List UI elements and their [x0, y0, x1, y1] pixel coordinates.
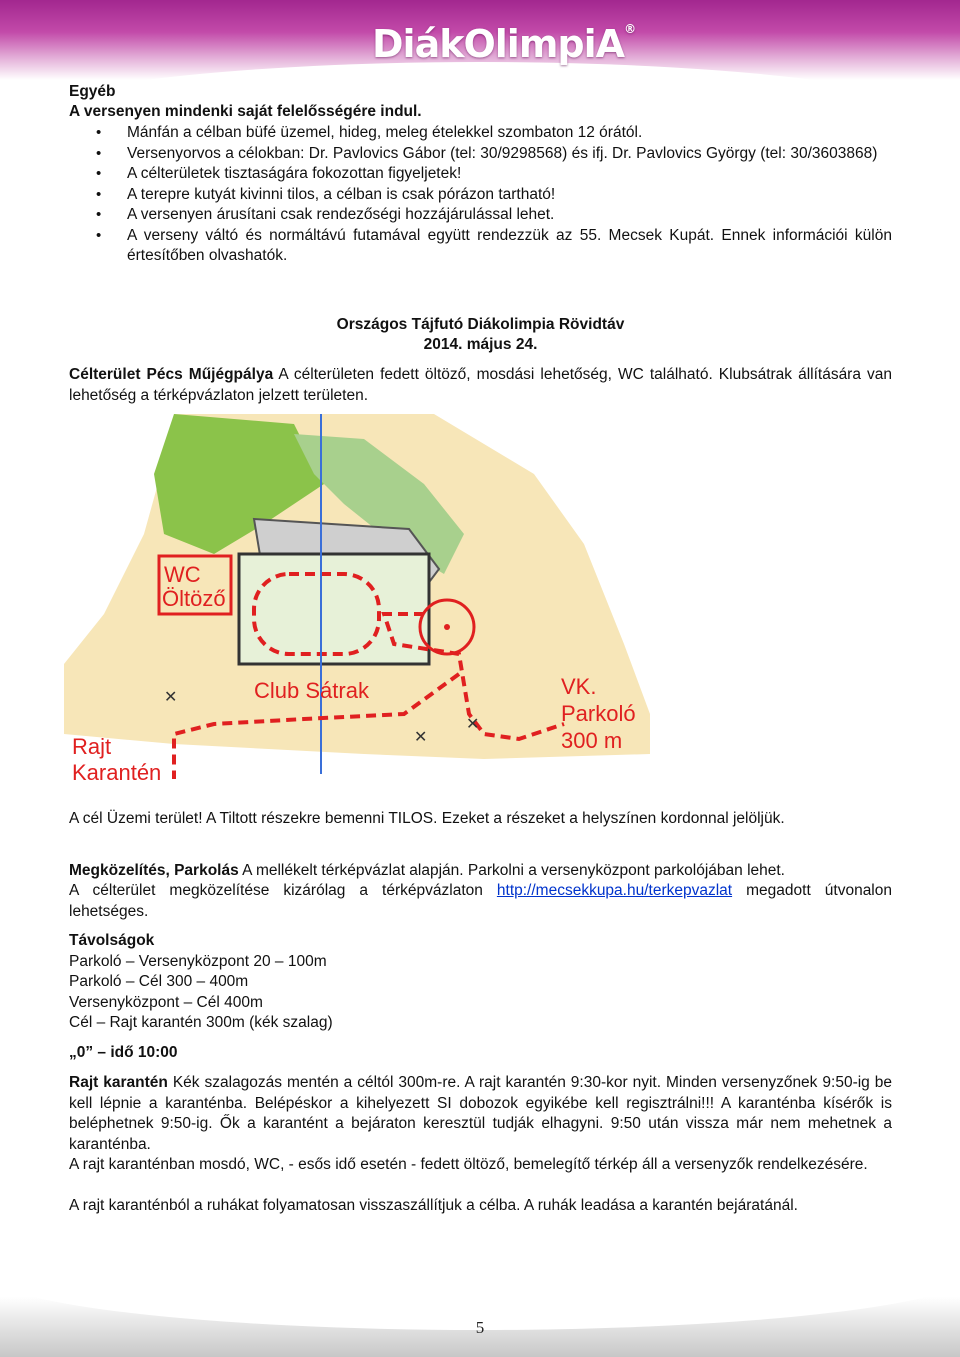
bullet-item-mecsek-kupa: • A verseny váltó és normáltávú futamával együtt rendezzük az 55. Mecsek Kupát. Ennek információi külön értesítőben olvashatók. — [69, 226, 892, 267]
celterulet-paragraph — [69, 365, 892, 406]
forbidden-marker: ✕ — [414, 727, 428, 746]
map-club-label: Club Sátrak — [254, 678, 369, 703]
cel-note: A cél Üzemi terület! A Tiltott részekre bemenni TILOS. Ezeket a részeket a helyszínen kordonnal jelöljük. — [69, 810, 785, 827]
route-text-end: megadott útvonalon lehetséges. — [69, 882, 892, 920]
forbidden-marker: ✕ — [466, 714, 480, 733]
map-parkolo-label: Parkoló — [561, 701, 636, 726]
ice-rink-area — [239, 554, 429, 664]
event-title: Országos Tájfutó Diákolimpia Rövidtáv — [336, 316, 625, 333]
rajt-paragraph-1 — [69, 1073, 892, 1155]
megkozelites-text: A mellékelt térképvázlat alapján. Parkolni a versenyközpont parkolójában lehet. — [238, 862, 785, 879]
celterulet-text: A célterületen fedett öltöző, mosdási lehetőség, WC található. Klubsátrak állítására van lehetőség a térképvázlaton jelzett területen. — [69, 366, 893, 404]
distance-line: Cél – Rajt karantén 300m (kék szalag) — [69, 1014, 333, 1031]
forbidden-marker: ✕ — [164, 687, 178, 706]
bullet-item-bufe: • Mánfán a célban büfé üzemel, hideg, meleg ételekkel szombaton 12 órától. — [69, 123, 892, 144]
egyeb-heading: Egyéb — [69, 83, 116, 100]
rajt-paragraph-2: A rajt karanténban mosdó, WC, - esős idő esetén - fedett öltöző, bemelegítő térkép áll a versenyzők rendelkezésére. — [69, 1156, 868, 1173]
bullet-item-orvos: • Versenyorvos a célokban: Dr. Pavlovics Gábor (tel: 30/9298568) és ifj. Dr. Pavlovics György (tel: 30/3603868) — [69, 144, 892, 165]
map-karanten-label: Karantén — [72, 760, 162, 785]
bullet-item-kutya: • A terepre kutyát kivinni tilos, a célban is csak pórázon tartható! — [69, 185, 892, 206]
map-wc-label: WC — [164, 562, 201, 587]
megkozelites-route-paragraph — [69, 881, 892, 922]
egyeb-bullet-list — [69, 123, 892, 267]
target-area-map — [64, 414, 650, 794]
distance-line: Parkoló – Cél 300 – 400m — [69, 973, 249, 990]
bullet-item-tisztasag: • A célterületek tisztaságára fokozottan figyeljetek! — [69, 164, 892, 185]
celterulet-label: Célterület Pécs Műjégpálya — [69, 366, 274, 383]
map-link[interactable]: http://mecsekkupa.hu/terkepvazlat — [496, 882, 733, 899]
map-rajt-label: Rajt — [72, 734, 112, 759]
rajt-label: Rajt karantén — [69, 1074, 168, 1091]
map-vk-label: VK. — [561, 674, 597, 699]
rajt-paragraph-3: A rajt karanténból a ruhákat folyamatosan visszaszállítjuk a célba. A ruhák leadása a karantén bejáratánál. — [69, 1197, 798, 1214]
page-number: 5 — [475, 1318, 485, 1337]
route-text: A célterület megközelítése kizárólag a térképvázlaton — [69, 882, 497, 899]
distance-line: Parkoló – Versenyközpont 20 – 100m — [69, 953, 327, 970]
tavolsagok-heading: Távolságok — [69, 932, 155, 949]
map-parkolo-distance: 300 m — [561, 728, 623, 753]
distance-line: Versenyközpont – Cél 400m — [69, 994, 263, 1011]
diakolimpia-logo: DiákOlimpiA® — [372, 22, 636, 66]
finish-point — [444, 624, 450, 630]
event-date: 2014. május 24. — [423, 336, 538, 353]
map-oltozo-label: Öltöző — [162, 586, 226, 611]
rajt-text: Kék szalagozás mentén a céltól 300m-re. A rajt karantén 9:30-kor nyit. Minden versenyzőnek 9:50-ig be kell lépnie a karanténba. Belépéskor a kihelyezett SI dobozok egyikébe kell regisztrálni!!! A karanténba kísérők is beléphetnek 9:50-ig. Ők a karantént a bejáraton keresztül tudják elhagyni. 9:50 után vissza már nem mehetnek a karanténba. — [69, 1074, 892, 1153]
start-time: „0” – idő 10:00 — [69, 1044, 178, 1061]
egyeb-intro: A versenyen mindenki saját felelősségére indul. — [69, 103, 422, 120]
megkozelites-paragraph — [69, 861, 892, 882]
bullet-item-arusitas: • A versenyen árusítani csak rendezőségi hozzájárulással lehet. — [69, 205, 892, 226]
megkozelites-label: Megközelítés, Parkolás — [69, 862, 239, 879]
